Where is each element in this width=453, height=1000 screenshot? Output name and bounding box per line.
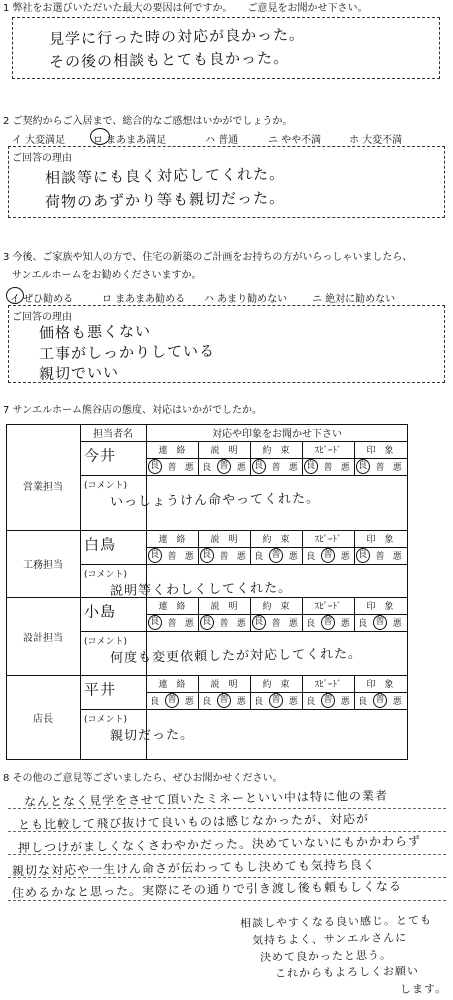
grade-options xyxy=(354,547,406,564)
q8-note-line-1: 相談しやすくなる良い感じ。とても xyxy=(239,913,433,930)
grade-options xyxy=(302,692,354,709)
grade-options xyxy=(354,692,406,709)
grade-option[interactable]: 普 xyxy=(321,548,335,563)
grade-options xyxy=(198,458,250,475)
q8-line-2: とも比較して飛び抜けて良いものは感じなかったが、対応が xyxy=(17,811,370,832)
grade-option[interactable]: 良 xyxy=(252,615,266,630)
q3-reason-box[interactable] xyxy=(8,305,445,383)
staff-role: 営業担当 xyxy=(23,482,63,493)
grade-option[interactable]: 良 xyxy=(306,697,316,707)
grade-option[interactable]: 普 xyxy=(167,552,177,562)
criteria-header: 約 束 xyxy=(262,602,290,612)
q8-note-line-3: 決めて良かったと思う。 xyxy=(259,948,393,964)
staff-name: 今井 xyxy=(83,446,117,465)
criteria-header: 印 象 xyxy=(366,680,394,690)
q3-title-line-1: 3 今後、ご家族や知人の方で、住宅の新築のご計画をお持ちの方がいらっしゃいましたら、 xyxy=(3,252,413,263)
grade-options xyxy=(146,547,198,564)
grade-option[interactable]: 悪 xyxy=(392,619,402,629)
criteria-header: 説 明 xyxy=(210,446,238,456)
grade-options xyxy=(354,614,406,631)
q3-option-i[interactable]: イ ぜひ勧める xyxy=(10,294,74,305)
comment-label: (コメント) xyxy=(84,570,128,580)
q3-reason-line-3: 親切でいい xyxy=(38,363,120,383)
grade-option[interactable]: 普 xyxy=(269,548,283,563)
q7-title: 7 サンエルホーム熊谷店の態度、対応はいかがでしたか。 xyxy=(3,405,263,416)
criteria-header: 約 束 xyxy=(262,680,290,690)
grade-option[interactable]: 良 xyxy=(254,697,264,707)
criteria-header: ｽﾋﾟｰﾄﾞ xyxy=(314,680,342,690)
grade-option[interactable]: 良 xyxy=(148,615,162,630)
grade-option[interactable]: 普 xyxy=(323,463,333,473)
grade-options xyxy=(302,547,354,564)
grade-option[interactable]: 悪 xyxy=(392,697,402,707)
q2-title: 2 ご契約からご入居まで、総合的なご感想はいかがでしょうか。 xyxy=(3,116,293,127)
q8-title: 8 その他のご意見等ございましたら、ぜひお聞かせください。 xyxy=(3,773,283,784)
grade-option[interactable]: 普 xyxy=(219,552,229,562)
grade-option[interactable]: 良 xyxy=(148,548,162,563)
criteria-header: ｽﾋﾟｰﾄﾞ xyxy=(314,602,342,612)
grade-options xyxy=(198,614,250,631)
grade-option[interactable]: 普 xyxy=(321,693,335,708)
grade-option[interactable]: 普 xyxy=(271,463,281,473)
q3-reason-label: ご回答の理由 xyxy=(12,312,72,323)
grade-option[interactable]: 悪 xyxy=(392,552,402,562)
grade-option[interactable]: 悪 xyxy=(288,697,298,707)
q1-answer-line-2: その後の相談もとても良かった。 xyxy=(48,48,290,71)
staff-comment: 説明等くわしくしてくれた。 xyxy=(109,580,293,599)
grade-option[interactable]: 良 xyxy=(358,619,368,629)
grade-option[interactable]: 悪 xyxy=(236,619,246,629)
grade-option[interactable]: 悪 xyxy=(340,463,350,473)
grade-options xyxy=(146,614,198,631)
grade-option[interactable]: 悪 xyxy=(340,697,350,707)
grade-option[interactable]: 普 xyxy=(321,615,335,630)
grade-option[interactable]: 悪 xyxy=(288,619,298,629)
grade-option[interactable]: 悪 xyxy=(184,463,194,473)
grade-option[interactable]: 良 xyxy=(252,459,266,474)
criteria-header: 連 絡 xyxy=(158,602,186,612)
q2-reason-line-2: 荷物のあずかり等も親切だった。 xyxy=(44,188,286,211)
q1-answer-box[interactable] xyxy=(12,17,440,79)
q3-title-line-2: サンエルホームをお勧めくださいますか。 xyxy=(12,270,202,281)
grade-options xyxy=(250,547,302,564)
grade-option[interactable]: 普 xyxy=(373,615,387,630)
q7-header-name: 担当者名 xyxy=(93,429,133,440)
grade-option[interactable]: 普 xyxy=(217,459,231,474)
grade-option[interactable]: 普 xyxy=(271,619,281,629)
grade-option[interactable]: 良 xyxy=(356,459,370,474)
grade-option[interactable]: 良 xyxy=(254,552,264,562)
criteria-header: 説 明 xyxy=(210,680,238,690)
grade-option[interactable]: 普 xyxy=(269,693,283,708)
q2-selected-circle xyxy=(90,128,110,145)
grade-option[interactable]: 良 xyxy=(356,548,370,563)
grade-option[interactable]: 悪 xyxy=(236,463,246,473)
grade-option[interactable]: 普 xyxy=(167,619,177,629)
grade-options xyxy=(250,692,302,709)
grade-option[interactable]: 良 xyxy=(202,463,212,473)
grade-option[interactable]: 悪 xyxy=(340,619,350,629)
grade-option[interactable]: 普 xyxy=(375,552,385,562)
staff-name: 平井 xyxy=(83,680,117,699)
criteria-header: 連 絡 xyxy=(158,535,186,545)
q2-option-ro[interactable]: ロ まあまあ満足 xyxy=(93,135,167,146)
q8-line-1: なんとなく見学をさせて頂いたミネーといい中は特に他の業者 xyxy=(23,788,389,809)
criteria-header: 印 象 xyxy=(366,446,394,456)
comment-label: (コメント) xyxy=(84,715,128,725)
staff-comment: 親切だった。 xyxy=(109,727,195,744)
grade-option[interactable]: 良 xyxy=(148,459,162,474)
q2-reason-line-1: 相談等にも良く対応してくれた。 xyxy=(44,164,286,187)
grade-option[interactable]: 普 xyxy=(165,693,179,708)
criteria-header: 連 絡 xyxy=(158,680,186,690)
q2-option-ho[interactable]: ホ 大変不満 xyxy=(349,135,403,146)
criteria-header: 説 明 xyxy=(210,535,238,545)
grade-option[interactable]: 悪 xyxy=(184,697,194,707)
grade-options xyxy=(302,614,354,631)
grade-options xyxy=(198,547,250,564)
grade-option[interactable]: 悪 xyxy=(288,463,298,473)
grade-option[interactable]: 悪 xyxy=(184,552,194,562)
q3-option-ni[interactable]: ニ 絶対に勧めない xyxy=(312,294,396,305)
grade-option[interactable]: 悪 xyxy=(340,552,350,562)
q3-option-ha[interactable]: ハ あまり勧めない xyxy=(204,294,288,305)
criteria-header: 連 絡 xyxy=(158,446,186,456)
q1-answer-line-1: 見学に行った時の対応が良かった。 xyxy=(48,25,306,48)
q8-line-3: 押しつけがましくなくさわやかだった。決めていないにもかかわらず xyxy=(17,833,422,855)
q7-header-feedback: 対応や印象をお聞かせ下さい xyxy=(212,429,342,440)
grade-option[interactable]: 悪 xyxy=(392,463,402,473)
q2-option-ni[interactable]: ニ やや不満 xyxy=(268,135,322,146)
grade-options xyxy=(250,614,302,631)
q8-note-line-2: 気持ちよく、サンエルさんに xyxy=(251,931,408,947)
criteria-header: 約 束 xyxy=(262,535,290,545)
grade-options xyxy=(198,692,250,709)
grade-option[interactable]: 普 xyxy=(373,693,387,708)
q2-reason-label: ご回答の理由 xyxy=(12,153,72,164)
q2-reason-box[interactable] xyxy=(8,146,445,218)
grade-option[interactable]: 普 xyxy=(375,463,385,473)
grade-option[interactable]: 普 xyxy=(167,463,177,473)
staff-name: 白鳥 xyxy=(83,535,117,554)
grade-option[interactable]: 良 xyxy=(306,619,316,629)
comment-label: (コメント) xyxy=(84,637,128,647)
q2-option-i[interactable]: イ 大変満足 xyxy=(12,135,66,146)
staff-role: 工務担当 xyxy=(23,560,63,571)
grade-option[interactable]: 良 xyxy=(304,459,318,474)
comment-label: (コメント) xyxy=(84,481,128,491)
grade-option[interactable]: 良 xyxy=(306,552,316,562)
grade-option[interactable]: 普 xyxy=(219,619,229,629)
criteria-header: 説 明 xyxy=(210,602,238,612)
grade-options xyxy=(146,692,198,709)
q3-reason-line-1: 価格も悪くない xyxy=(38,322,152,342)
staff-comment: いっしょうけん命やってくれた。 xyxy=(109,491,321,510)
q8-note-line-4: これからもよろしくお願い xyxy=(274,964,420,980)
q8-line-4: 親切な対応や一生けん命さが伝わってもし決めても気持ち良く xyxy=(11,857,376,878)
grade-option[interactable]: 悪 xyxy=(236,552,246,562)
staff-name: 小島 xyxy=(83,602,117,621)
grade-option[interactable]: 悪 xyxy=(236,697,246,707)
staff-role: 店長 xyxy=(33,714,53,725)
grade-options xyxy=(302,458,354,475)
q1-title: 1 弊社をお選びいただいた最大の要因は何ですか。 ご意見をお聞かせ下さい。 xyxy=(3,3,368,14)
criteria-header: 約 束 xyxy=(262,446,290,456)
grade-option[interactable]: 良 xyxy=(358,697,368,707)
q8-line-5: 住めるかなと思った。実際にその通りで引き渡し後も頼もしくなる xyxy=(11,879,403,900)
q3-reason-line-2: 工事がしっかりしている xyxy=(38,341,216,363)
criteria-header: 印 象 xyxy=(366,602,394,612)
grade-option[interactable]: 良 xyxy=(202,697,212,707)
criteria-header: 印 象 xyxy=(366,535,394,545)
criteria-header: ｽﾋﾟｰﾄﾞ xyxy=(314,446,342,456)
grade-options xyxy=(250,458,302,475)
grade-option[interactable]: 良 xyxy=(200,548,214,563)
q3-selected-circle xyxy=(6,287,24,304)
q8-note-line-5: します。 xyxy=(399,982,448,996)
grade-option[interactable]: 悪 xyxy=(288,552,298,562)
grade-option[interactable]: 良 xyxy=(150,697,160,707)
q2-option-ha[interactable]: ハ 普通 xyxy=(205,135,239,146)
grade-options xyxy=(354,458,406,475)
staff-comment: 何度も変更依頼したが対応してくれた。 xyxy=(109,646,363,666)
grade-option[interactable]: 悪 xyxy=(184,619,194,629)
criteria-header: ｽﾋﾟｰﾄﾞ xyxy=(314,535,342,545)
grade-option[interactable]: 普 xyxy=(217,693,231,708)
grade-option[interactable]: 良 xyxy=(200,615,214,630)
staff-role: 設計担当 xyxy=(23,632,63,644)
grade-options xyxy=(146,458,198,475)
q3-option-ro[interactable]: ロ まあまあ勧める xyxy=(102,294,186,305)
